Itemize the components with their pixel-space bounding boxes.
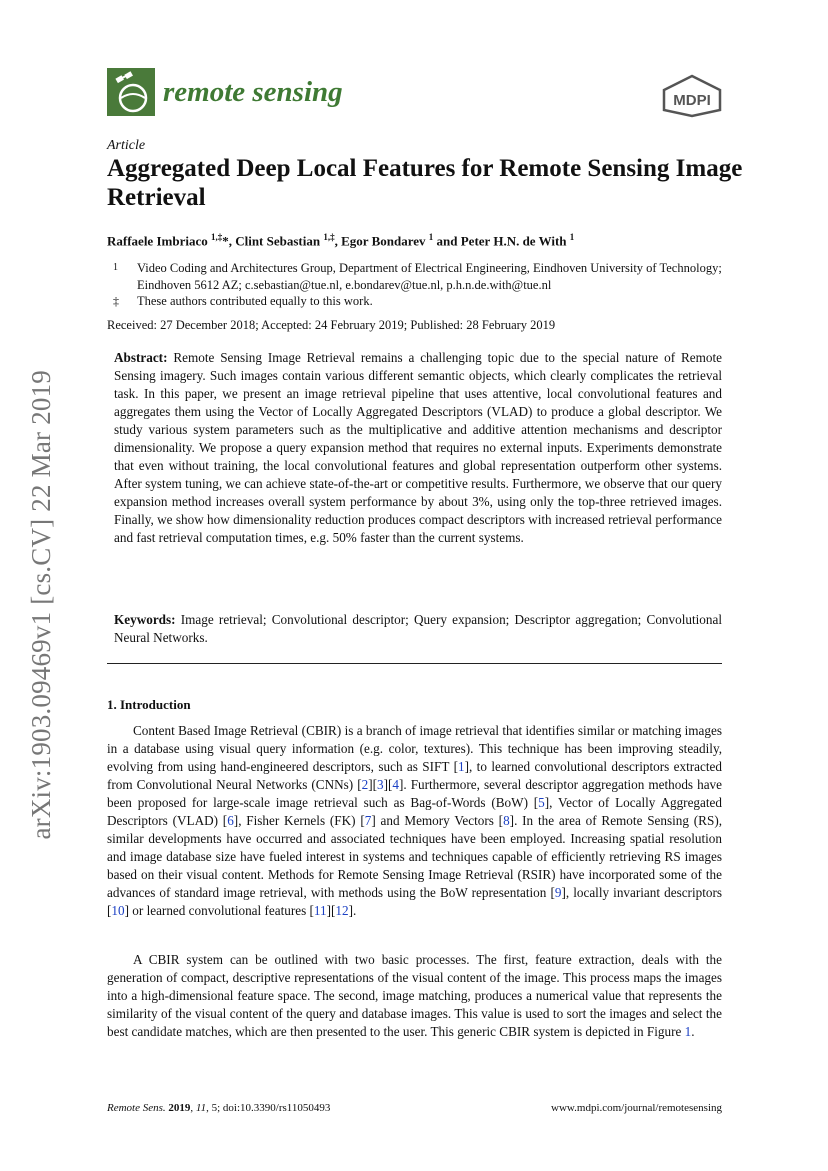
paragraph-text: ][ (368, 777, 377, 793)
publication-dates: Received: 27 December 2018; Accepted: 24 February 2019; Published: 28 February 2019 (107, 318, 556, 332)
abstract-label: Abstract: (114, 350, 168, 365)
author-name: Raffaele Imbriaco (107, 233, 208, 249)
author-separator: , (228, 233, 236, 249)
paper-title: Aggregated Deep Local Features for Remote Sensing Image Retrieval (107, 155, 743, 211)
footer-url: www.mdpi.com/journal/remotesensing (551, 1102, 722, 1114)
author-affiliation-mark: 1 (569, 232, 575, 242)
paragraph-text: ] and Memory Vectors [ (371, 813, 504, 829)
citation-link[interactable]: 8 (503, 813, 510, 829)
paragraph-text: . (691, 1024, 695, 1040)
article-type: Article (107, 138, 146, 153)
paragraph-text: ], Fisher Kernels (FK) [ (233, 813, 365, 829)
affiliation-mark: 1 (113, 262, 118, 273)
author-name: Egor Bondarev (341, 233, 426, 249)
author-separator: , (334, 233, 342, 249)
abstract-text: Remote Sensing Image Retrieval remains a challenging topic due to the special nature of Remote Sensing imagery. Such images contain various different semantic objects, which clearly complicates the retrieval task. In this paper, we present an image retrieval pipeline that uses attentive, local convolutional features and aggregates them using the Vector of Locally Aggregated Descriptors (VLAD) to produce a global descriptor. We study various system parameters such as the multiplicative and additive attention mechanisms and descriptor dimensionality. We propose a query expansion method that requires no external inputs. Experiments demonstrate that even without training, the local convolutional features and global representation outperform other systems. After system tuning, we can achieve state-of-the-art or competitive results. Furthermore, we observe that our query expansion method increases overall system performance by about 3%, using only the top-three retrieved images. Finally, we show how dimensionality reduction produces compact descriptors with increased retrieval performance and fast retrieval computation times, e.g. 50% faster than the current systems. (114, 350, 723, 546)
citation-link[interactable]: 2 (361, 777, 369, 793)
corresponding-author-mark: * (222, 233, 229, 249)
affiliation-item (113, 293, 723, 310)
paragraph-text: ][ (326, 903, 336, 919)
author-affiliation-mark: 1 (428, 232, 434, 242)
footer-year: 2019 (168, 1102, 191, 1114)
keywords (114, 611, 722, 647)
citation-link[interactable]: 3 (376, 777, 384, 793)
paragraph-text: ]. Furthermore, several descriptor aggregation methods have been proposed for large-scale image retrieval such as Bag-of-Words (BoW) [ (107, 777, 722, 811)
mdpi-logo-text: MDPI (673, 92, 711, 109)
author-separator: and (433, 233, 461, 249)
paragraph-text: ]. (348, 903, 357, 919)
citation-link[interactable]: 1 (684, 1024, 692, 1040)
abstract (114, 349, 722, 548)
satellite-globe-icon (107, 68, 155, 116)
affiliation-text: These authors contributed equally to this work. (137, 294, 373, 308)
paragraph-text: ][ (383, 777, 393, 793)
paragraph-text: ]. In the area of Remote Sensing (RS), similar developments have occurred and associated techniques have been employed. Increasing spatial resolution and image database size have fueled interest in systems and techniques capable of efficiently retrieving RS images based on their visual content. Methods for Remote Sensing Image Retrieval (RSIR) have incorporated some of the advances of standard image retrieval, with methods using the BoW representation [ (107, 813, 723, 901)
arxiv-stamp-text: arXiv:1903.09469v1 [cs.CV] 22 Mar 2019 (25, 370, 56, 840)
author-list (107, 232, 574, 249)
author-affiliation-mark: 1,‡ (323, 232, 335, 242)
keywords-label: Keywords: (114, 612, 176, 627)
paragraph-text: ], Vector of Locally Aggregated Descriptors (VLAD) [ (107, 795, 722, 829)
intro-paragraph-2 (107, 951, 722, 1041)
footer-volume: 11 (195, 1102, 207, 1114)
author-name: Peter H.N. de With (460, 233, 567, 249)
author-affiliation-mark: 1,‡ (210, 232, 223, 242)
citation-link[interactable]: 9 (554, 885, 562, 901)
paragraph-text: Content Based Image Retrieval (CBIR) is a branch of image retrieval that identifies similar or matching images in a database using visual query information (e.g. color, textures). This technique has been improving steadily, evolving from using hand-engineered descriptors, such as SIFT [ (107, 723, 722, 775)
citation-link[interactable]: 12 (335, 903, 349, 919)
footer-doi: , 5; doi:10.3390/rs11050493 (206, 1102, 331, 1114)
intro-paragraph-1 (107, 722, 722, 921)
mdpi-logo (661, 74, 723, 118)
citation-link[interactable]: 10 (111, 903, 125, 919)
arxiv-stamp (20, 360, 62, 850)
journal-name: remote sensing (163, 75, 343, 108)
citation-link[interactable]: 1 (457, 759, 465, 775)
divider (107, 663, 722, 664)
affiliation-text: Video Coding and Architectures Group, Department of Electrical Engineering, Eindhoven University of Technology; Eindhoven 5612 AZ; c.sebastian@tue.nl, e.bondarev@tue.nl, p.h.n.de.with@tue.nl (137, 261, 722, 292)
citation-link[interactable]: 7 (364, 813, 372, 829)
citation-link[interactable]: 6 (227, 813, 234, 829)
citation-link[interactable]: 11 (313, 903, 327, 919)
section-heading: 1. Introduction (107, 697, 191, 712)
affiliations (113, 260, 723, 310)
affiliation-mark: ‡ (113, 294, 119, 308)
citation-link[interactable]: 5 (538, 795, 545, 811)
affiliation-item (113, 260, 723, 293)
paragraph-text: ] or learned convolutional features [ (124, 903, 314, 919)
journal-logo (107, 68, 343, 116)
author-name: Clint Sebastian (235, 233, 321, 249)
paragraph-text: ], locally invariant descriptors [ (107, 885, 722, 919)
footer-citation: Remote Sens. 2019, 11, 5; doi:10.3390/rs11050493 (107, 1102, 331, 1114)
paragraph-text: A CBIR system can be outlined with two basic processes. The first, feature extraction, deals with the generation of compact, descriptive representations of the visual content of the image. This process maps the images into a high-dimensional feature space. The second, image matching, produces a numerical value that represents the similarity of the visual content of the query and database images. This value is used to sort the images and select the best candidate matches, which are then presented to the user. This generic CBIR system is depicted in Figure (107, 952, 722, 1040)
keywords-text: Image retrieval; Convolutional descriptor; Query expansion; Descriptor aggregation; Convolutional Neural Networks. (114, 612, 722, 646)
paragraph-text: ], to learned convolutional descriptors extracted from Convolutional Neural Networks (CNNs) [ (107, 759, 722, 793)
footer-journal: Remote Sens. (107, 1102, 166, 1114)
citation-link[interactable]: 4 (392, 777, 399, 793)
